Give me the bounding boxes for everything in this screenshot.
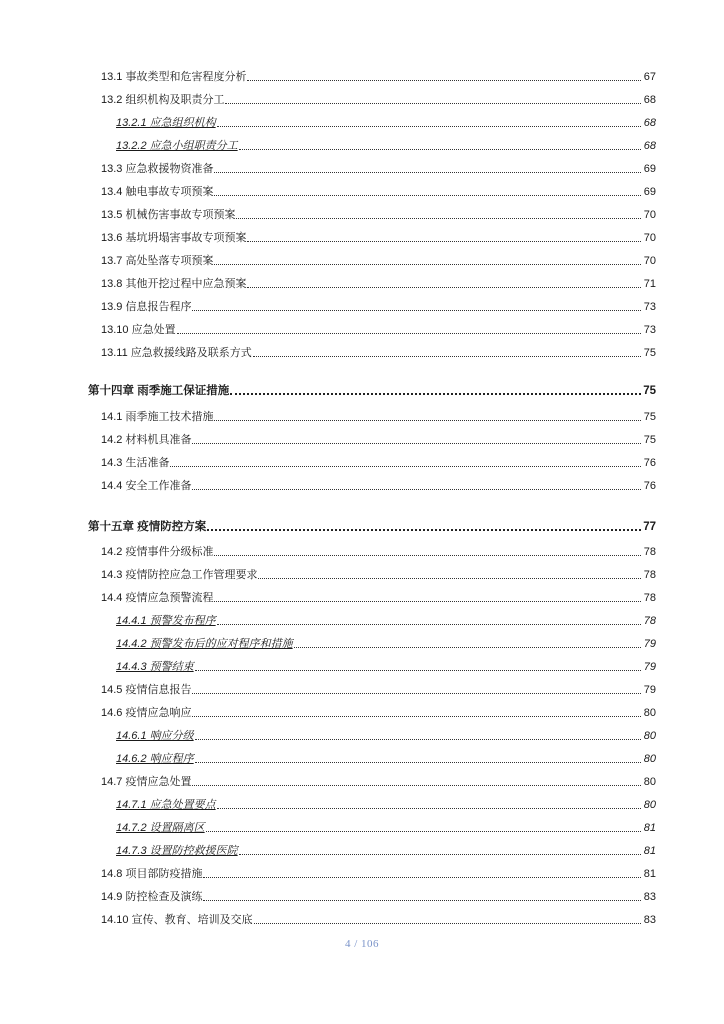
toc-page-number: 68 [643, 94, 656, 106]
toc-entry-title: 14.6.1 响应分级 [116, 730, 194, 742]
toc-entry-title: 13.11 应急救援线路及联系方式 [101, 347, 252, 359]
toc-section-entry[interactable] [101, 911, 656, 927]
toc-entry-title: 14.7 疫情应急处置 [101, 776, 192, 788]
toc-dot-leader [247, 286, 641, 288]
toc-dot-leader [192, 692, 641, 694]
toc-dot-leader [217, 807, 641, 809]
toc-entry-title: 14.7.3 设置防控救援医院 [116, 845, 238, 857]
toc-dot-leader [217, 125, 641, 127]
toc-entry-title: 14.8 项目部防疫措施 [101, 868, 203, 880]
toc-dot-leader [214, 171, 641, 173]
toc-section-entry[interactable] [101, 229, 656, 245]
toc-dot-leader [225, 102, 641, 104]
toc-page-number: 81 [643, 868, 656, 880]
toc-dot-leader [294, 646, 641, 648]
toc-entry-title: 14.6.2 响应程序 [116, 753, 194, 765]
toc-entry-title: 13.4 触电事故专项预案 [101, 186, 214, 198]
toc-page-number: 80 [643, 753, 656, 765]
toc-subsection-entry[interactable] [116, 842, 656, 858]
toc-page-number: 70 [643, 255, 656, 267]
toc-section-entry[interactable] [101, 408, 656, 424]
toc-page-number: 83 [643, 914, 656, 926]
toc-subsection-entry[interactable] [116, 750, 656, 766]
toc-dot-leader [195, 738, 641, 740]
toc-section-entry[interactable] [101, 589, 656, 605]
toc-entry-title: 14.2 疫情事件分级标准 [101, 546, 214, 558]
toc-entry-title: 14.4 安全工作准备 [101, 480, 192, 492]
toc-section-entry[interactable] [101, 206, 656, 222]
toc-subsection-entry[interactable] [116, 658, 656, 674]
toc-chapter-entry[interactable] [88, 518, 656, 534]
toc-dot-leader [177, 332, 641, 334]
toc-entry-title: 14.4 疫情应急预警流程 [101, 592, 214, 604]
toc-entry-title: 14.10 宣传、教育、培训及交底 [101, 914, 253, 926]
toc-entry-title: 13.9 信息报告程序 [101, 301, 192, 313]
toc-subsection-entry[interactable] [116, 727, 656, 743]
toc-entry-title: 14.4.3 预警结束 [116, 661, 194, 673]
toc-section-entry[interactable] [101, 865, 656, 881]
toc-section-entry[interactable] [101, 566, 656, 582]
toc-page-number: 81 [643, 822, 656, 834]
toc-section-entry[interactable] [101, 543, 656, 559]
toc-entry-title: 14.4.2 预警发布后的应对程序和措施 [116, 638, 293, 650]
toc-page-number: 68 [643, 140, 656, 152]
toc-dot-leader [192, 442, 641, 444]
toc-page-number: 78 [643, 569, 656, 581]
toc-page-number: 67 [643, 71, 656, 83]
toc-entry-title: 14.7.1 应急处置要点 [116, 799, 216, 811]
toc-page-number: 70 [643, 232, 656, 244]
toc-section-entry[interactable] [101, 454, 656, 470]
toc-dot-leader [214, 600, 641, 602]
toc-entry-title: 14.3 疫情防控应急工作管理要求 [101, 569, 258, 581]
toc-entry-title: 13.5 机械伤害事故专项预案 [101, 209, 236, 221]
toc-dot-leader [170, 465, 641, 467]
toc-dot-leader [230, 392, 641, 395]
toc-entry-title: 14.6 疫情应急响应 [101, 707, 192, 719]
toc-dot-leader [254, 922, 641, 924]
toc-page-number: 81 [643, 845, 656, 857]
toc-page-number: 69 [643, 186, 656, 198]
toc-dot-leader [253, 355, 641, 357]
toc-entry-title: 13.6 基坑坍塌害事故专项预案 [101, 232, 247, 244]
toc-entry-title: 14.4.1 预警发布程序 [116, 615, 216, 627]
toc-section-entry[interactable] [101, 888, 656, 904]
toc-subsection-entry[interactable] [116, 819, 656, 835]
toc-section-entry[interactable] [101, 160, 656, 176]
page-number-footer: 4 / 106 [344, 938, 380, 950]
toc-subsection-entry[interactable] [116, 635, 656, 651]
toc-section-entry[interactable] [101, 773, 656, 789]
toc-section-entry[interactable] [101, 704, 656, 720]
toc-dot-leader [192, 488, 641, 490]
toc-dot-leader [217, 623, 641, 625]
toc-page-number: 77 [643, 521, 656, 533]
toc-page-number: 73 [643, 301, 656, 313]
toc-section-entry[interactable] [101, 431, 656, 447]
toc-page-number: 83 [643, 891, 656, 903]
toc-subsection-entry[interactable] [116, 137, 656, 153]
toc-entry-title: 13.7 高处坠落专项预案 [101, 255, 214, 267]
toc-chapter-entry[interactable] [88, 382, 656, 398]
toc-dot-leader [258, 577, 641, 579]
toc-dot-leader [206, 830, 641, 832]
toc-section-entry[interactable] [101, 275, 656, 291]
toc-dot-leader [192, 309, 641, 311]
toc-page-number: 70 [643, 209, 656, 221]
toc-section-entry[interactable] [101, 477, 656, 493]
toc-dot-leader [214, 554, 641, 556]
toc-section-entry[interactable] [101, 298, 656, 314]
toc-page-number: 80 [643, 707, 656, 719]
toc-page-number: 76 [643, 480, 656, 492]
toc-dot-leader [195, 669, 641, 671]
toc-section-entry[interactable] [101, 344, 656, 360]
toc-entry-title: 14.1 雨季施工技术措施 [101, 411, 214, 423]
toc-page-number: 80 [643, 776, 656, 788]
toc-page-number: 75 [643, 411, 656, 423]
toc-entry-title: 13.8 其他开挖过程中应急预案 [101, 278, 247, 290]
toc-entry-title: 13.2 组织机构及职责分工 [101, 94, 225, 106]
toc-page-number: 73 [643, 324, 656, 336]
toc-page-number: 68 [643, 117, 656, 129]
toc-dot-leader [236, 217, 641, 219]
toc-entry-title: 14.7.2 设置隔离区 [116, 822, 205, 834]
toc-dot-leader [192, 784, 641, 786]
toc-dot-leader [214, 263, 641, 265]
toc-page-number: 78 [643, 615, 656, 627]
toc-page-number: 80 [643, 799, 656, 811]
toc-page-number: 78 [643, 592, 656, 604]
toc-dot-leader [214, 419, 641, 421]
toc-page-number: 75 [643, 385, 656, 397]
toc-dot-leader [203, 876, 641, 878]
toc-dot-leader [203, 899, 641, 901]
toc-page-number: 75 [643, 347, 656, 359]
toc-page-number: 79 [643, 684, 656, 696]
toc-entry-title: 13.2.1 应急组织机构 [116, 117, 216, 129]
toc-entry-title: 13.3 应急救援物资准备 [101, 163, 214, 175]
toc-entry-title: 14.5 疫情信息报告 [101, 684, 192, 696]
toc-dot-leader [247, 240, 641, 242]
toc-dot-leader [192, 715, 641, 717]
toc-entry-title: 14.2 材料机具准备 [101, 434, 192, 446]
toc-entry-title: 14.3 生活准备 [101, 457, 170, 469]
toc-section-entry[interactable] [101, 68, 656, 84]
toc-page-number: 76 [643, 457, 656, 469]
toc-dot-leader [207, 528, 641, 531]
toc-section-entry[interactable] [101, 183, 656, 199]
toc-entry-title: 13.1 事故类型和危害程度分析 [101, 71, 247, 83]
toc-page-number: 80 [643, 730, 656, 742]
toc-dot-leader [247, 79, 641, 81]
toc-page-number: 78 [643, 546, 656, 558]
toc-page-number: 75 [643, 434, 656, 446]
toc-subsection-entry[interactable] [116, 114, 656, 130]
toc-dot-leader [214, 194, 641, 196]
toc-entry-title: 13.10 应急处置 [101, 324, 176, 336]
toc-section-entry[interactable] [101, 252, 656, 268]
toc-subsection-entry[interactable] [116, 612, 656, 628]
toc-section-entry[interactable] [101, 321, 656, 337]
toc-entry-title: 13.2.2 应急小组职责分工 [116, 140, 238, 152]
toc-section-entry[interactable] [101, 681, 656, 697]
toc-entry-title: 第十五章 疫情防控方案 [88, 521, 207, 533]
toc-subsection-entry[interactable] [116, 796, 656, 812]
toc-page-number: 79 [643, 661, 656, 673]
toc-page-number: 71 [643, 278, 656, 290]
toc-entry-title: 第十四章 雨季施工保证措施 [88, 385, 230, 397]
toc-section-entry[interactable] [101, 91, 656, 107]
toc-page-number: 79 [643, 638, 656, 650]
toc-page-number: 69 [643, 163, 656, 175]
toc-dot-leader [239, 853, 641, 855]
toc-dot-leader [195, 761, 641, 763]
toc-dot-leader [239, 148, 641, 150]
toc-entry-title: 14.9 防控检查及演练 [101, 891, 203, 903]
